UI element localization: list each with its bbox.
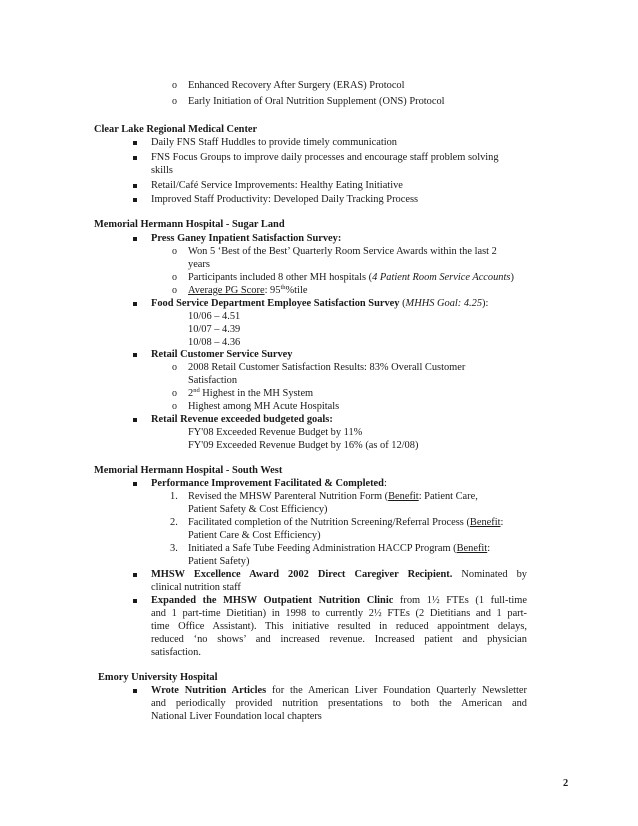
list-number: 2. — [170, 517, 178, 528]
circle-bullet-icon: o — [172, 272, 177, 283]
food-service-heading: Food Service Department Employee Satisfaction Survey (MHHS Goal: 4.25): — [151, 298, 489, 309]
award-line: MHSW Excellence Award 2002 Direct Caregiver Recipient. Nominated by — [151, 569, 528, 580]
list-item: Average PG Score: 95th%tile — [188, 284, 308, 296]
square-bullet-icon — [133, 198, 137, 202]
list-number: 3. — [170, 543, 178, 554]
list-number: 1. — [170, 491, 178, 502]
square-bullet-icon — [133, 599, 137, 603]
square-bullet-icon — [133, 353, 137, 357]
list-item-continuation: Satisfaction — [188, 375, 238, 386]
revenue-line: FY'08 Exceeded Revenue Budget by 11% — [188, 427, 363, 438]
list-item: Highest among MH Acute Hospitals — [188, 401, 340, 412]
section-heading-south-west: Memorial Hermann Hospital - South West — [94, 465, 283, 476]
list-item: Daily FNS Staff Huddles to provide timely communication — [151, 137, 397, 148]
list-item: Facilitated completion of the Nutrition Screening/Referral Process (Benefit: — [188, 517, 504, 528]
square-bullet-icon — [133, 141, 137, 145]
square-bullet-icon — [133, 573, 137, 577]
square-bullet-icon — [133, 418, 137, 422]
page-number: 2 — [563, 778, 569, 789]
list-item: Initiated a Safe Tube Feeding Administration HACCP Program (Benefit: — [188, 543, 491, 554]
list-item: Won 5 ‘Best of the Best’ Quarterly Room Service Awards within the last 2 — [188, 246, 497, 257]
circle-bullet-icon: o — [172, 362, 177, 373]
score-line: 10/07 – 4.39 — [188, 324, 241, 335]
list-item-continuation: skills — [151, 165, 173, 176]
emory-line: and periodically provided nutrition presentations to both the American and — [151, 698, 527, 709]
press-ganey-heading: Press Ganey Inpatient Satisfaction Survey: — [151, 233, 342, 244]
list-item-continuation: Patient Care & Cost Efficiency) — [188, 530, 321, 541]
list-item: Retail/Café Service Improvements: Healthy Eating Initiative — [151, 180, 403, 191]
circle-bullet-icon: o — [172, 401, 177, 412]
square-bullet-icon — [133, 184, 137, 188]
section-heading-emory: Emory University Hospital — [98, 672, 218, 683]
clinic-line: and 1 part-time Dietitian) in 1998 to currently 2½ FTEs (2 Dietitians and 1 part- — [151, 608, 527, 619]
emory-line: Wrote Nutrition Articles for the American Liver Foundation Quarterly Newsletter — [151, 685, 527, 696]
circle-bullet-icon: o — [172, 96, 177, 107]
list-item: Early Initiation of Oral Nutrition Supplement (ONS) Protocol — [188, 96, 445, 107]
square-bullet-icon — [133, 689, 137, 693]
performance-improvement-heading: Performance Improvement Facilitated & Completed: — [151, 478, 387, 489]
circle-bullet-icon: o — [172, 246, 177, 257]
list-item-continuation: Patient Safety & Cost Efficiency) — [188, 504, 328, 515]
list-item-continuation: years — [188, 259, 210, 270]
clinic-line: reduced ‘no shows’ and increased revenue. Increased patient and physician — [151, 634, 527, 645]
revenue-line: FY'09 Exceeded Revenue Budget by 16% (as of 12/08) — [188, 440, 419, 451]
list-item: Improved Staff Productivity: Developed Daily Tracking Process — [151, 194, 419, 205]
clinic-line: Expanded the MHSW Outpatient Nutrition Clinic from 1½ FTEs (1 full-time — [151, 595, 527, 606]
square-bullet-icon — [133, 482, 137, 486]
square-bullet-icon — [133, 237, 137, 241]
square-bullet-icon — [133, 302, 137, 306]
score-line: 10/06 – 4.51 — [188, 311, 241, 322]
score-line: 10/08 – 4.36 — [188, 337, 241, 348]
circle-bullet-icon: o — [172, 285, 177, 296]
award-line-continuation: clinical nutrition staff — [151, 582, 241, 593]
list-item: Revised the MHSW Parenteral Nutrition Form (Benefit: Patient Care, — [188, 491, 478, 502]
list-item: FNS Focus Groups to improve daily processes and encourage staff problem solving — [151, 152, 499, 163]
clinic-line: satisfaction. — [151, 647, 201, 658]
circle-bullet-icon: o — [172, 80, 177, 91]
circle-bullet-icon: o — [172, 388, 177, 399]
square-bullet-icon — [133, 156, 137, 160]
list-item: 2nd Highest in the MH System — [188, 387, 314, 399]
retail-revenue-heading: Retail Revenue exceeded budgeted goals: — [151, 414, 333, 425]
list-item: 2008 Retail Customer Satisfaction Results: 83% Overall Customer — [188, 362, 466, 373]
section-heading-sugar-land: Memorial Hermann Hospital - Sugar Land — [94, 219, 285, 230]
retail-css-heading: Retail Customer Service Survey — [151, 349, 293, 360]
emory-line: National Liver Foundation local chapters — [151, 711, 322, 722]
section-heading-clear-lake: Clear Lake Regional Medical Center — [94, 124, 258, 135]
list-item: Participants included 8 other MH hospitals (4 Patient Room Service Accounts) — [188, 272, 514, 283]
list-item-continuation: Patient Safety) — [188, 556, 250, 567]
list-item: Enhanced Recovery After Surgery (ERAS) Protocol — [188, 80, 405, 91]
clinic-line: time Office Assistant). This initiative resulted in reduced appointment delays, — [151, 621, 527, 632]
